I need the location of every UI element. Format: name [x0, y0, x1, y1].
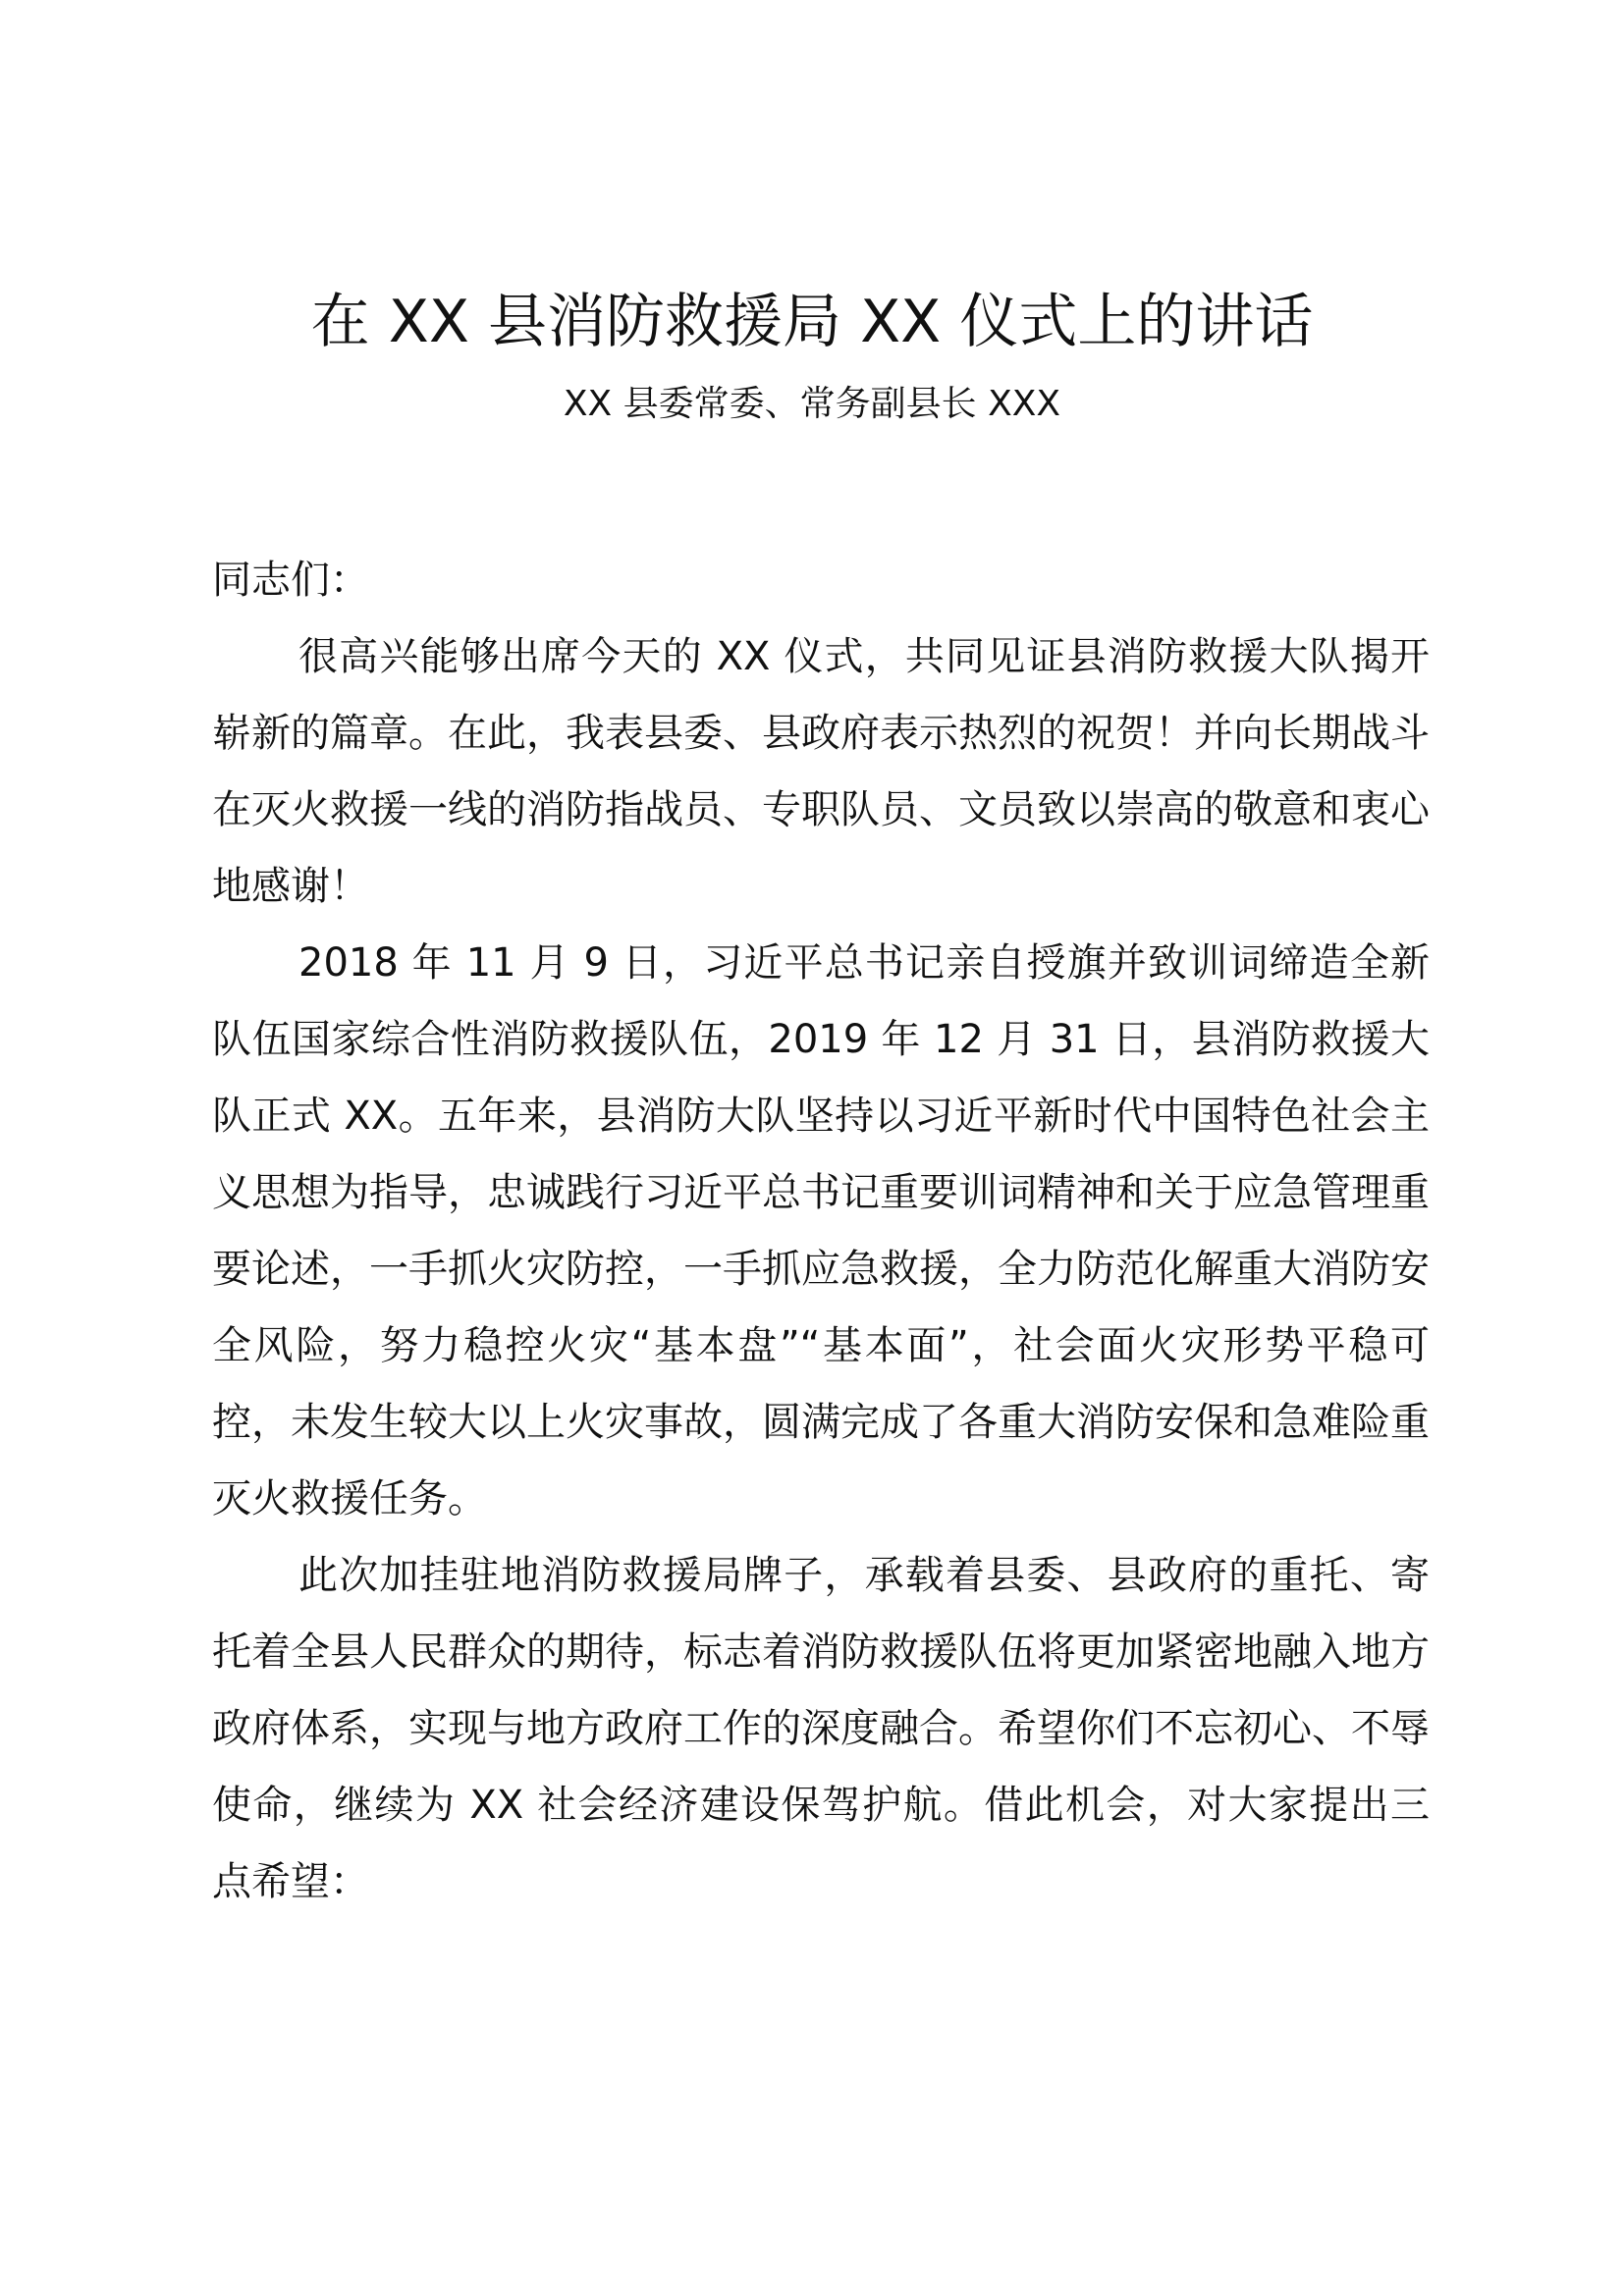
speech-body [212, 542, 1430, 1920]
speaker-byline: XX 县委常委、常务副县长 XXX [563, 384, 1061, 424]
paragraph-expectations: 此次加挂驻地消防救援局牌子，承载着县委、县政府的重托、寄托着全县人民群众的期待，标志着消防救援队伍将更加紧密地融入地方政府体系，实现与地方政府工作的深度融合。希望你们不忘初心、不辱使命，继续为 XX 社会经济建设保驾护航。借此机会，对大家提出三点希望： [212, 1553, 1430, 1904]
paragraph-history: 2018 年 11 月 9 日，习近平总书记亲自授旗并致训词缔造全新队伍国家综合性消防救援队伍，2019 年 12 月 31 日，县消防救援大队正式 XX。五年来，县消防大队坚持以习近平新时代中国特色社会主义思想为指导，忠诚践行习近平总书记重要训词精神和关于应急管理重要论述，一手抓火灾防控，一手抓应急救援，全力防范化解重大消防安全风险，努力稳控火灾“基本盘”“基本面”，社会面火灾形势平稳可控，未发生较大以上火灾事故，圆满完成了各重大消防安保和急难险重灭火救援任务。 [212, 940, 1430, 1522]
speech-title: 在 XX 县消防救援局 XX 仪式上的讲话 [310, 288, 1314, 356]
salutation: 同志们： [212, 558, 369, 603]
paragraph-opening: 很高兴能够出席今天的 XX 仪式，共同见证县消防救援大队揭开崭新的篇章。在此，我表县委、县政府表示热烈的祝贺！并向长期战斗在灭火救援一线的消防指战员、专职队员、文员致以崇高的敬意和衷心地感谢！ [212, 634, 1430, 909]
